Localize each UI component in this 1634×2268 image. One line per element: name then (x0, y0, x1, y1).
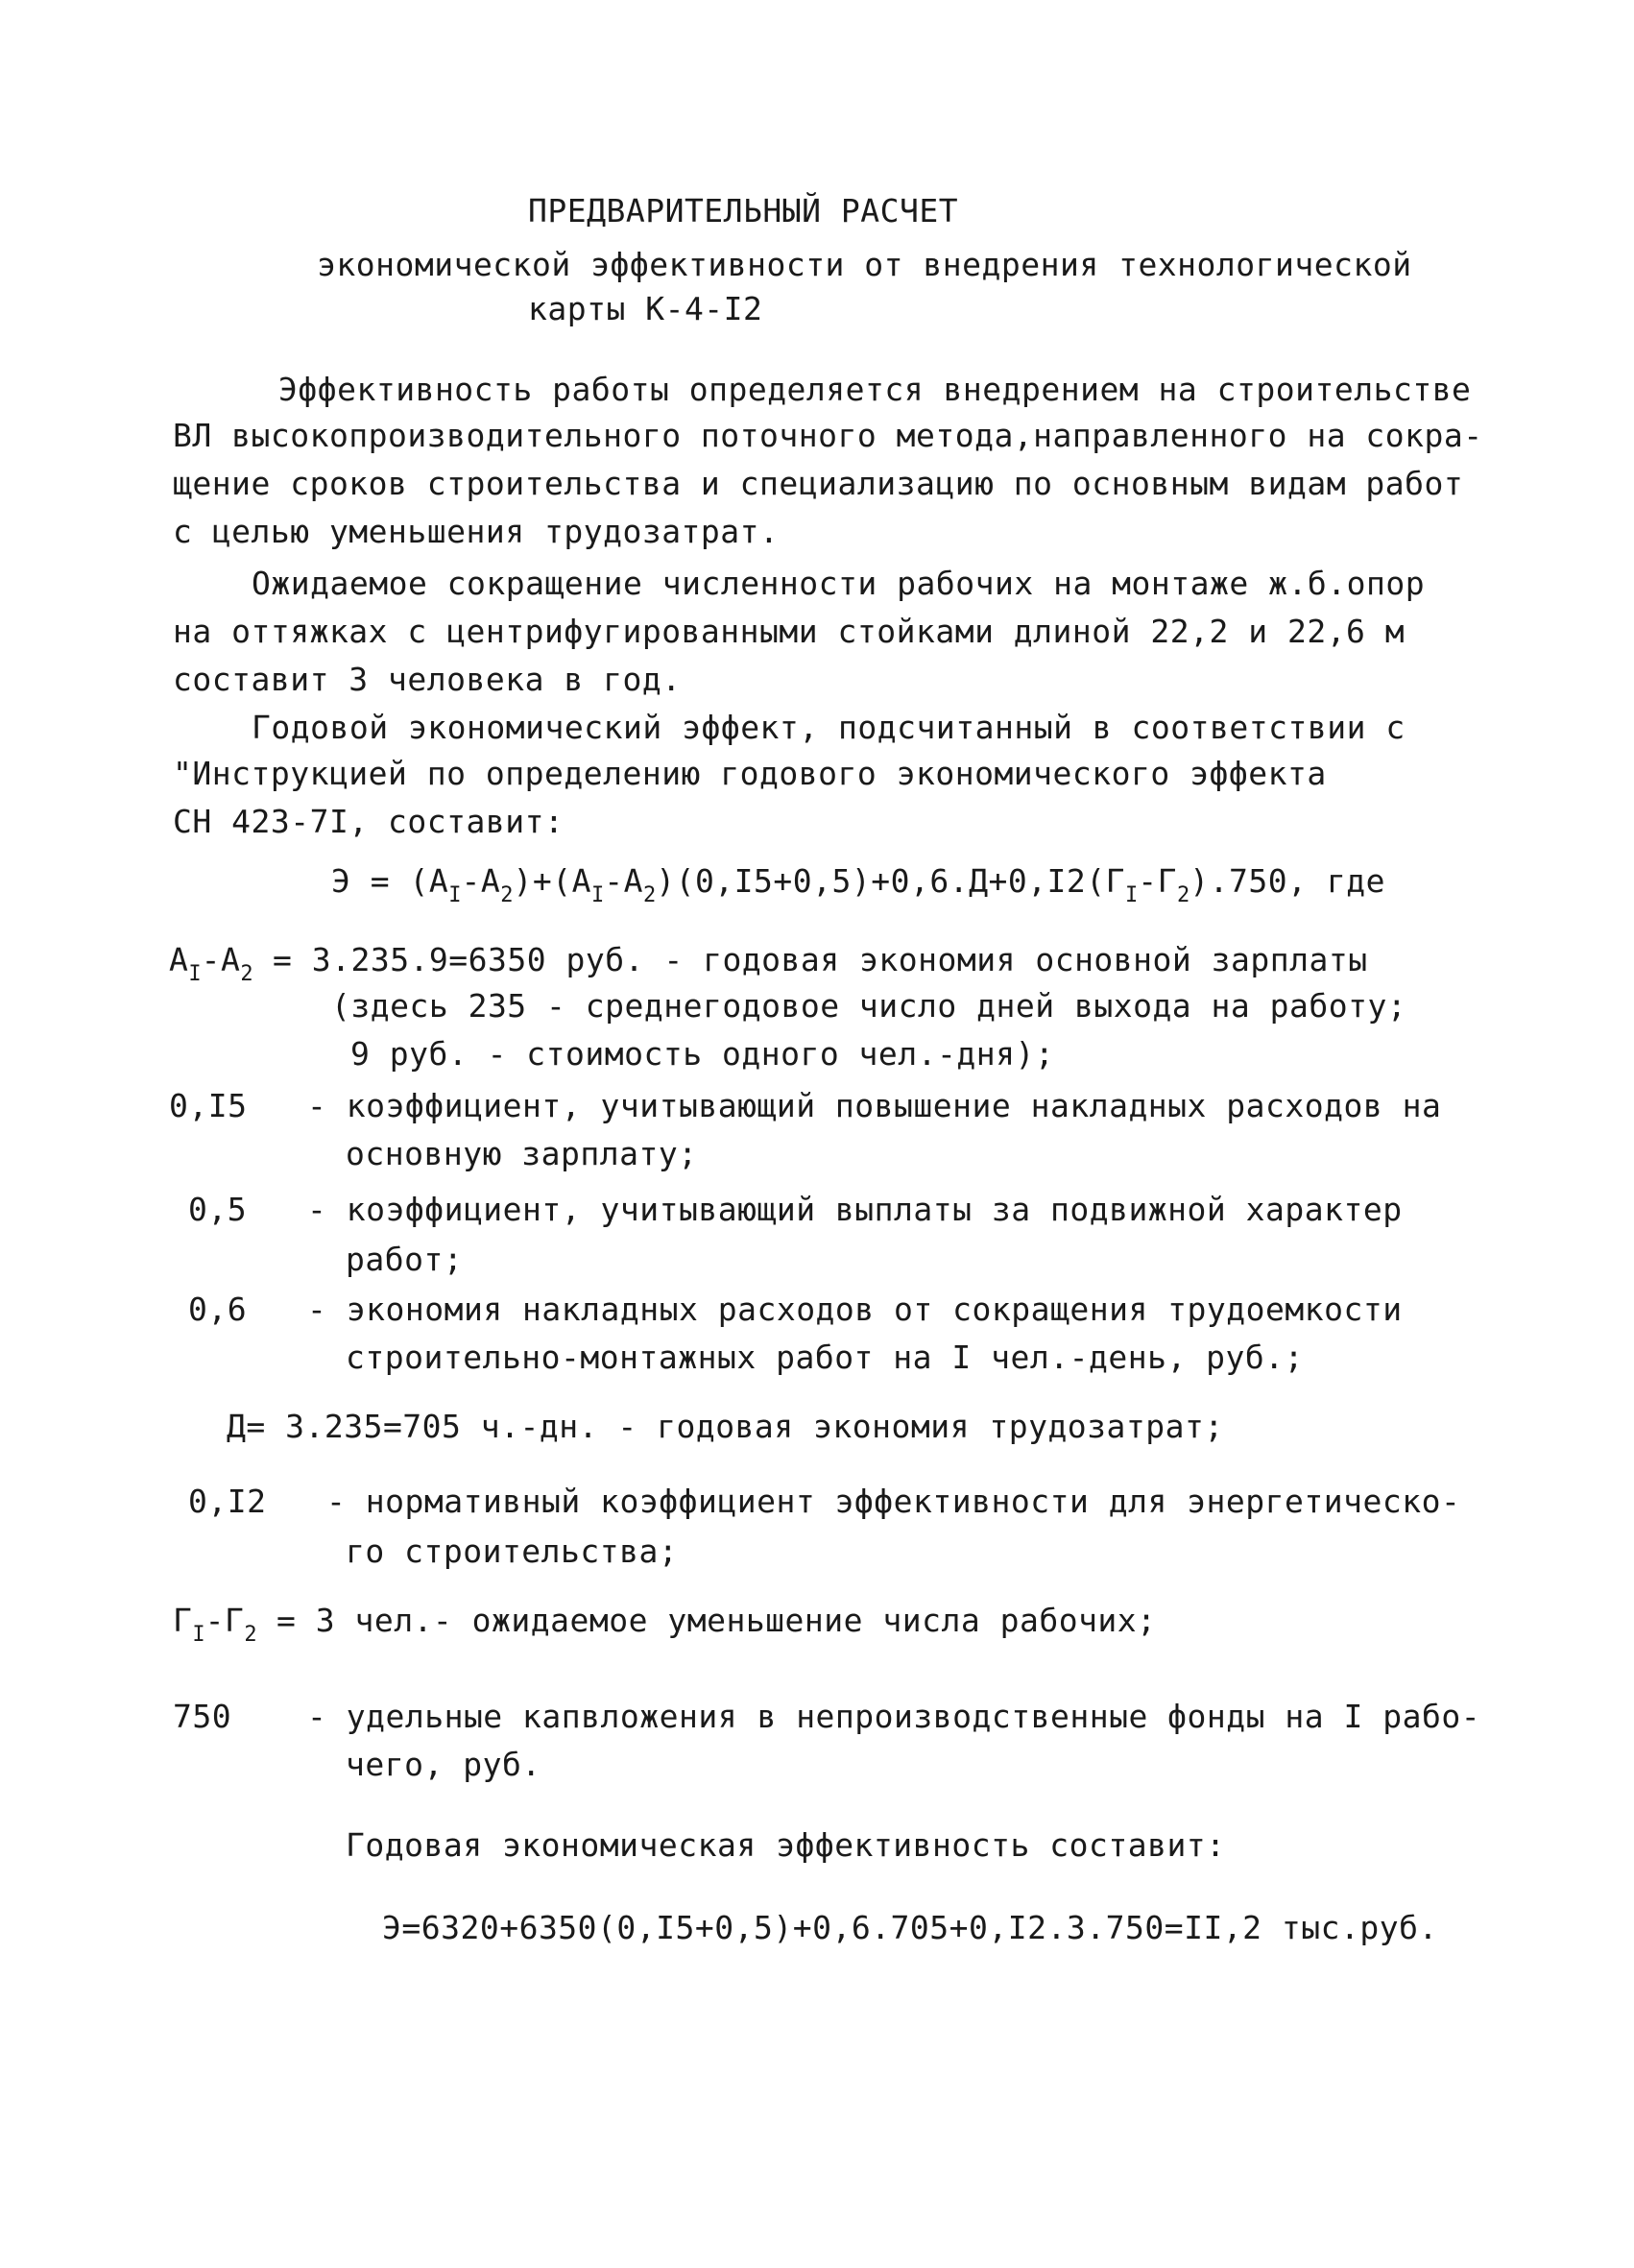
definition-line: - коэффициент, учитывающий выплаты за подвижной характер (307, 1191, 1403, 1228)
text-line: ВЛ высокопроизводительного поточного метода,направленного на сокра- (173, 417, 1483, 454)
result-formula: Э=6320+6350(0,I5+0,5)+0,6.705+0,I2.3.750=II,2 тыс.руб. (382, 1909, 1438, 1946)
doc-subtitle-card: карты К-4-I2 (528, 290, 763, 327)
text-line: на оттяжках с центрифугированными стойками длиной 22,2 и 22,6 м (173, 613, 1406, 650)
text-line: Ожидаемое сокращение численности рабочих на монтаже ж.б.опор (252, 565, 1426, 602)
main-formula: $Э = (А_I-А_2)+(А_I-А_2)(0,I5+0,5)+0,6.Д+0,I2(Г_I-Г_2).750$, где (331, 862, 1385, 907)
doc-title: ПРЕДВАРИТЕЛЬНЫЙ РАСЧЕТ (528, 192, 959, 229)
text-line: с целью уменьшения трудозатрат. (173, 513, 780, 550)
text-line: СН 423-7I, составит: (173, 803, 565, 840)
text-line: составит 3 человека в год. (173, 661, 682, 698)
definition-line: - нормативный коэффициент эффективности для энергетическо- (326, 1483, 1461, 1520)
text-line: Годовой экономический эффект, подсчитанный в соответствии с (252, 709, 1406, 746)
definition-key: 0,6 (188, 1291, 248, 1328)
definition-line: го строительства; (346, 1532, 679, 1570)
definition-line: чего, руб. (346, 1746, 541, 1783)
definition-line: $А_I-А_2 = 3.235.9=6350$ руб. - годовая экономия основной зарплаты (169, 941, 1368, 986)
definition-line: (здесь 235 - среднегодовое число дней выхода на работу; (331, 987, 1407, 1025)
definition-line: - экономия накладных расходов от сокращения трудоемкости (307, 1291, 1403, 1328)
text-line: щение сроков строительства и специализацию по основным видам работ (173, 465, 1464, 502)
text-line: "Инструкцией по определению годового экономического эффекта (173, 755, 1327, 792)
definition-line: строительно-монтажных работ на I чел.-день, руб.; (346, 1339, 1305, 1376)
result-intro: Годовая экономическая эффективность составит: (346, 1826, 1226, 1864)
definition-key: 750 (173, 1698, 232, 1735)
definition-key: 0,5 (188, 1191, 248, 1228)
definition-key: 0,I2 (188, 1483, 267, 1520)
definition-line: 9 руб. - стоимость одного чел.-дня); (350, 1035, 1055, 1073)
definition-d: Д= 3.235=705 ч.-дн. - годовая экономия трудозатрат; (227, 1408, 1224, 1445)
doc-subtitle: экономической эффективности от внедрения технологической (317, 246, 1412, 283)
definition-line: - удельные капвложения в непроизводственные фонды на I рабо- (307, 1698, 1481, 1735)
definition-line: основную зарплату; (346, 1135, 698, 1172)
definition-line: - коэффициент, учитывающий повышение накладных расходов на (307, 1087, 1442, 1124)
text-line: Эффективность работы определяется внедрением на строительстве (278, 371, 1472, 408)
definition-key: 0,I5 (169, 1087, 248, 1124)
definition-g1-g2: $Г_I-Г_2 = 3$ чел.- ожидаемое уменьшение числа рабочих; (173, 1602, 1157, 1647)
definition-line: работ; (346, 1241, 464, 1278)
